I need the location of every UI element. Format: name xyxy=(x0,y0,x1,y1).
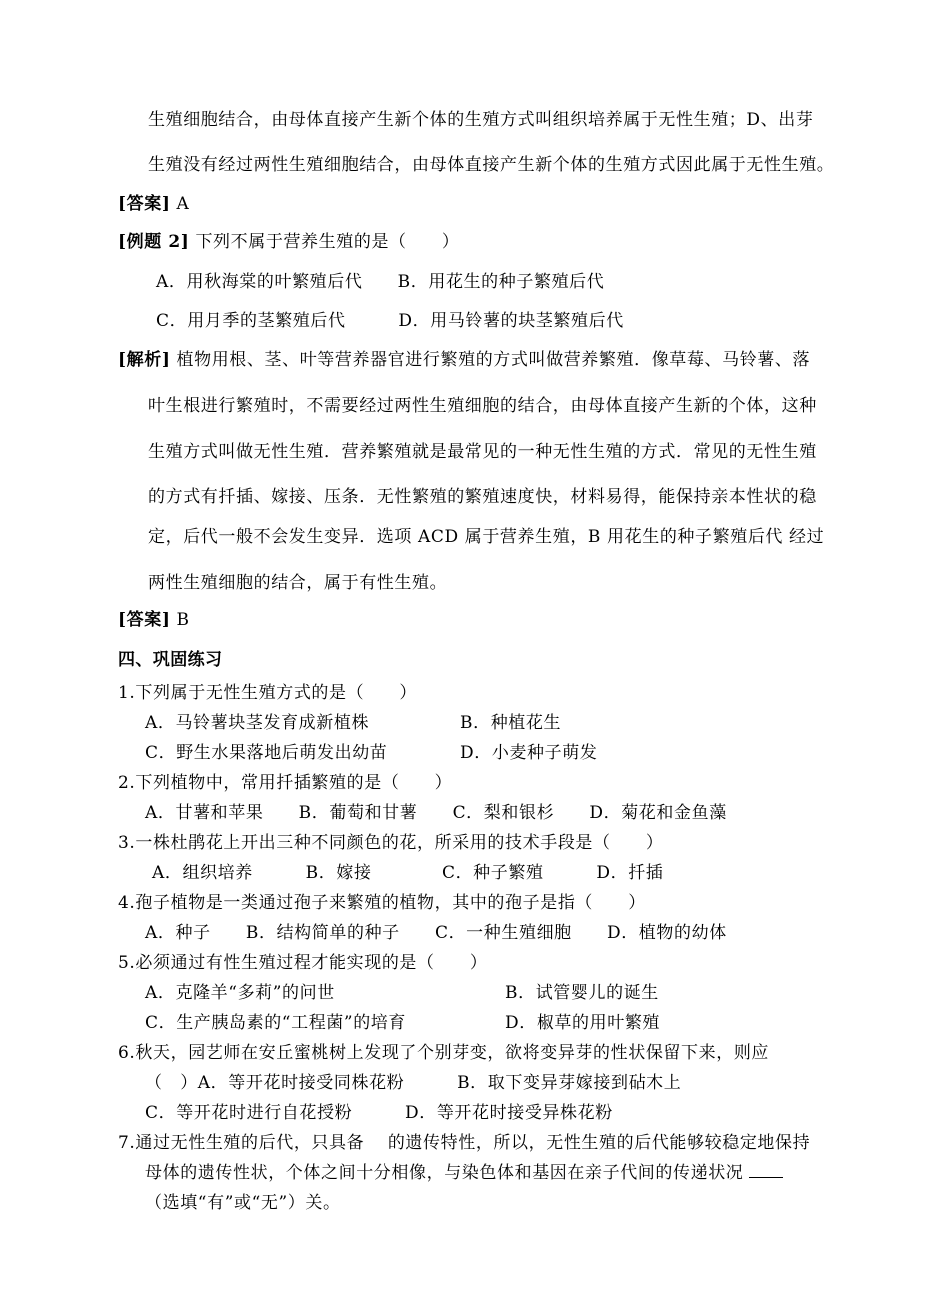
q6-options-row-1: （ ）A．等开花时接受同株花粉 B．取下变异芽嫁接到砧木上 xyxy=(145,1073,682,1093)
example-2-options-row-1: A．用秋海棠的叶繁殖后代 B．用花生的种子繁殖后代 xyxy=(156,272,605,292)
example-2-question xyxy=(118,231,459,253)
q5-option-d: D．椒草的用叶繁殖 xyxy=(505,1013,661,1033)
answer-value: A xyxy=(170,194,190,214)
section-title: 四、巩固练习 xyxy=(118,650,223,670)
q1-option-b: B．种植花生 xyxy=(460,713,562,733)
q1-option-c: C．野生水果落地后萌发出幼苗 xyxy=(145,743,388,763)
answer-label: [答案] xyxy=(118,610,171,630)
q7-line-1: 7.通过无性生殖的后代，只具备 的遗传特性，所以，无性生殖的后代能够较稳定地保持 xyxy=(118,1133,811,1153)
q5-option-c: C．生产胰岛素的“工程菌”的培育 xyxy=(145,1013,406,1033)
answer-1 xyxy=(118,193,189,215)
q1-stem: 1.下列属于无性生殖方式的是（ ） xyxy=(118,683,418,703)
answer-value: B xyxy=(170,610,190,630)
q7-line-2-text: 母体的遗传性状，个体之间十分相像，与染色体和基因在亲子代间的传递状况 xyxy=(145,1163,744,1183)
analysis-text: 植物用根、茎、叶等营养器官进行繁殖的方式叫做营养繁殖．像草莓、马铃薯、落 xyxy=(170,350,811,370)
analysis-2-line-4: 的方式有扦插、嫁接、压条．无性繁殖的繁殖速度快，材料易得，能保持亲本性状的稳 xyxy=(148,487,817,507)
answer-2 xyxy=(118,609,190,631)
q6-stem: 6.秋天，园艺师在安丘蜜桃树上发现了个别芽变，欲将变异芽的性状保留下来，则应 xyxy=(118,1043,770,1063)
example-question-text: 下列不属于营养生殖的是（ ） xyxy=(189,232,460,252)
q5-option-b: B．试管婴儿的诞生 xyxy=(505,983,659,1003)
q5-stem: 5.必须通过有性生殖过程才能实现的是（ ） xyxy=(118,953,488,973)
q3-options: A．组织培养 B．嫁接 C．种子繁殖 D．扦插 xyxy=(152,863,664,883)
q4-stem: 4.孢子植物是一类通过孢子来繁殖的植物，其中的孢子是指（ ） xyxy=(118,893,646,913)
q1-option-a: A．马铃薯块茎发育成新植株 xyxy=(145,713,370,733)
analysis-2-line-5: 定，后代一般不会发生变异．选项 ACD 属于营养生殖，B 用花生的种子繁殖后代 经过 xyxy=(148,527,825,547)
analysis-2-line-6: 两性生殖细胞的结合，属于有性生殖。 xyxy=(148,573,448,593)
analysis-continued-line-2: 生殖没有经过两性生殖细胞结合，由母体直接产生新个体的生殖方式因此属于无性生殖。 xyxy=(148,155,835,175)
fill-in-blank xyxy=(749,1163,783,1178)
q1-option-d: D．小麦种子萌发 xyxy=(460,743,598,763)
q2-stem: 2.下列植物中，常用扦插繁殖的是（ ） xyxy=(118,773,453,793)
q6-options-row-2: C．等开花时进行自花授粉 D．等开花时接受异株花粉 xyxy=(145,1103,613,1123)
q7-line-3: （选填“有”或“无”）关。 xyxy=(145,1193,341,1213)
q4-options: A．种子 B．结构简单的种子 C．一种生殖细胞 D．植物的幼体 xyxy=(145,923,727,943)
analysis-continued-line-1: 生殖细胞结合，由母体直接产生新个体的生殖方式叫组织培养属于无性生殖；D、出芽 xyxy=(148,110,814,130)
analysis-label: [解析] xyxy=(118,350,171,370)
q2-options: A．甘薯和苹果 B．葡萄和甘薯 C．梨和银杉 D．菊花和金鱼藻 xyxy=(145,803,727,823)
q3-stem: 3.一株杜鹃花上开出三种不同颜色的花，所采用的技术手段是（ ） xyxy=(118,833,664,853)
q7-line-2 xyxy=(145,1162,783,1184)
analysis-2-line-3: 生殖方式叫做无性生殖．营养繁殖就是最常见的一种无性生殖的方式．常见的无性生殖 xyxy=(148,442,817,462)
example-2-options-row-2: C．用月季的茎繁殖后代 D．用马铃薯的块茎繁殖后代 xyxy=(156,311,624,331)
analysis-2-line-2: 叶生根进行繁殖时，不需要经过两性生殖细胞的结合，由母体直接产生新的个体，这种 xyxy=(148,396,817,416)
answer-label: [答案] xyxy=(118,194,171,214)
q5-option-a: A．克隆羊“多莉”的问世 xyxy=(145,983,335,1003)
example-label: [例题 2] xyxy=(118,232,190,252)
analysis-2-line-1 xyxy=(118,349,810,371)
